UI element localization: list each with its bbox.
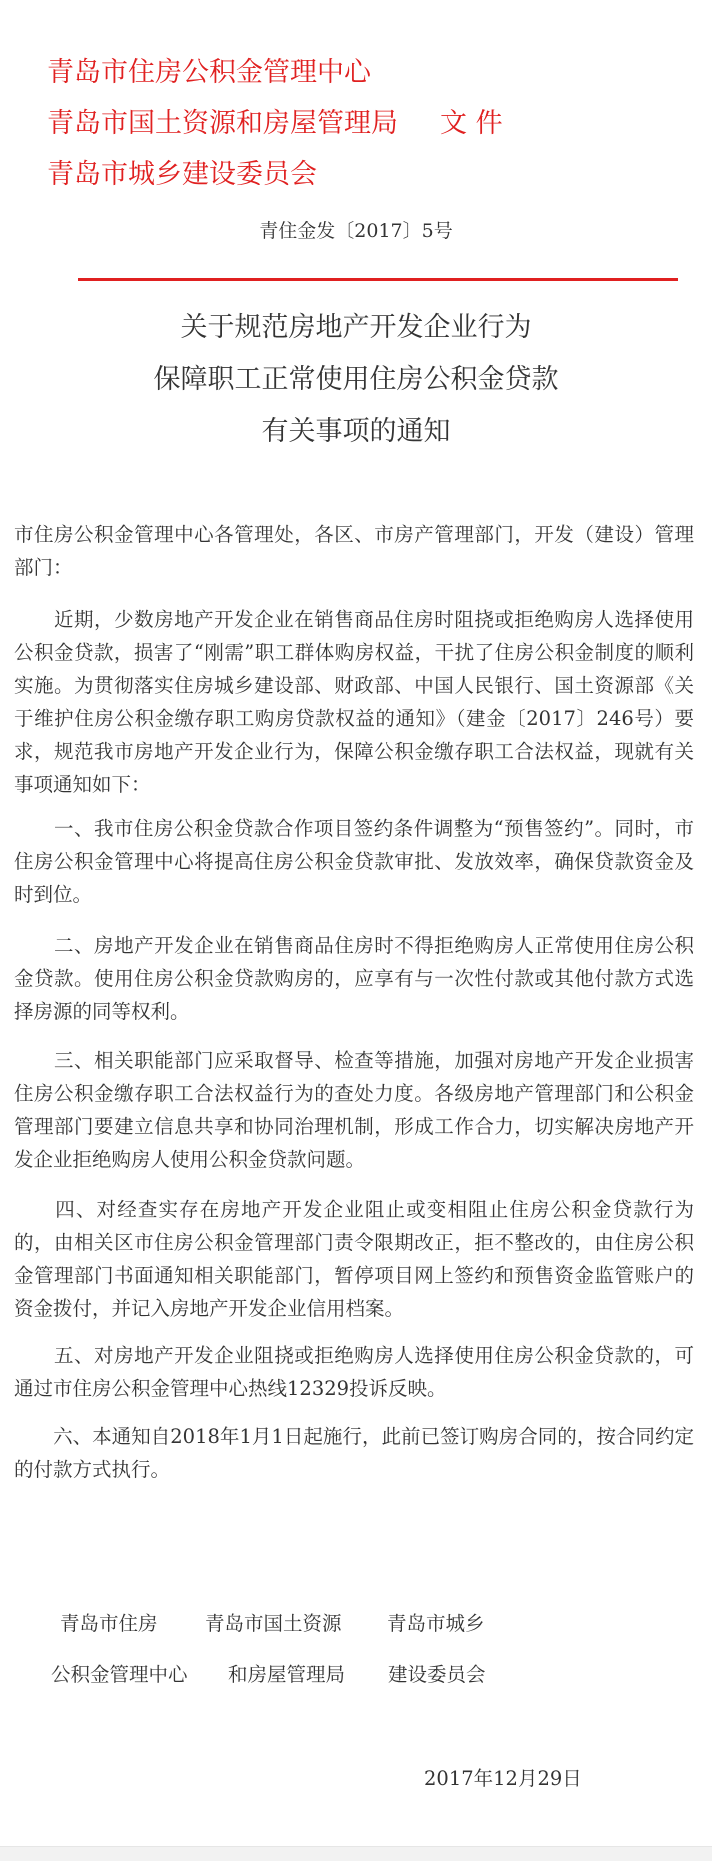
document-word: 文 件 [440, 108, 503, 139]
signature-land-bureau-line-1: 青岛市国土资源 [205, 1612, 342, 1635]
paragraph-item-1: 一、我市住房公积金贷款合作项目签约条件调整为“预售签约”。同时，市住房公积金管理中心将提高住房公积金贷款审批、发放效率，确保贷款资金及时到位。 [14, 817, 694, 906]
signature-construction-line-1: 青岛市城乡 [387, 1612, 485, 1635]
signature-housing-fund-line-1: 青岛市住房 [60, 1612, 158, 1635]
title-line-3: 有关事项的通知 [261, 416, 451, 447]
paragraph-item-3: 三、相关职能部门应采取督导、检查等措施，加强对房地产开发企业损害住房公积金缴存职工合法权益行为的查处力度。各级房地产管理部门和公积金管理部门要建立信息共享和协同治理机制，形成工作合力，切实解决房地产开发企业拒绝购房人使用公积金贷款问题。 [14, 1049, 694, 1171]
signature-land-bureau-line-2: 和房屋管理局 [228, 1663, 346, 1686]
title-line-2: 保障职工正常使用住房公积金贷款 [153, 364, 559, 395]
red-header-divider [78, 278, 678, 281]
issuer-construction-committee: 青岛市城乡建设委员会 [47, 159, 317, 190]
page-bottom-bar [0, 1846, 712, 1861]
paragraph-item-4: 四、对经查实存在房地产开发企业阻止或变相阻止住房公积金贷款行为的，由相关区市住房公积金管理部门责令限期改正，拒不整改的，由住房公积金管理部门书面通知相关职能部门，暂停项目网上签约和预售资金监管账户的资金拨付，并记入房地产开发企业信用档案。 [14, 1198, 694, 1320]
signature-construction-line-2: 建设委员会 [388, 1663, 486, 1686]
issuer-housing-fund-center: 青岛市住房公积金管理中心 [47, 57, 371, 88]
issuer-land-resources-bureau: 青岛市国土资源和房屋管理局 [47, 108, 398, 139]
salutation: 市住房公积金管理中心各管理处，各区、市房产管理部门，开发（建设）管理部门： [14, 523, 694, 579]
title-line-1: 关于规范房地产开发企业行为 [180, 312, 532, 343]
signature-housing-fund-line-2: 公积金管理中心 [51, 1663, 188, 1686]
paragraph-item-6: 六、本通知自2018年1月1日起施行，此前已签订购房合同的，按合同约定的付款方式执行。 [14, 1425, 694, 1481]
document-number: 青住金发〔2017〕5号 [259, 220, 453, 242]
paragraph-item-2: 二、房地产开发企业在销售商品住房时不得拒绝购房人正常使用住房公积金贷款。使用住房公积金贷款购房的，应享有与一次性付款或其他付款方式选择房源的同等权利。 [14, 934, 694, 1023]
issue-date: 2017年12月29日 [424, 1767, 582, 1790]
paragraph-item-5: 五、对房地产开发企业阻挠或拒绝购房人选择使用住房公积金贷款的，可通过市住房公积金管理中心热线12329投诉反映。 [14, 1344, 694, 1400]
paragraph-intro: 近期，少数房地产开发企业在销售商品住房时阻挠或拒绝购房人选择使用公积金贷款，损害了“刚需”职工群体购房权益，干扰了住房公积金制度的顺利实施。为贯彻落实住房城乡建设部、财政部、中国人民银行、国土资源部《关于维护住房公积金缴存职工购房贷款权益的通知》（建金〔2017〕246号）要求，规范我市房地产开发企业行为，保障公积金缴存职工合法权益，现就有关事项通知如下： [14, 608, 694, 796]
